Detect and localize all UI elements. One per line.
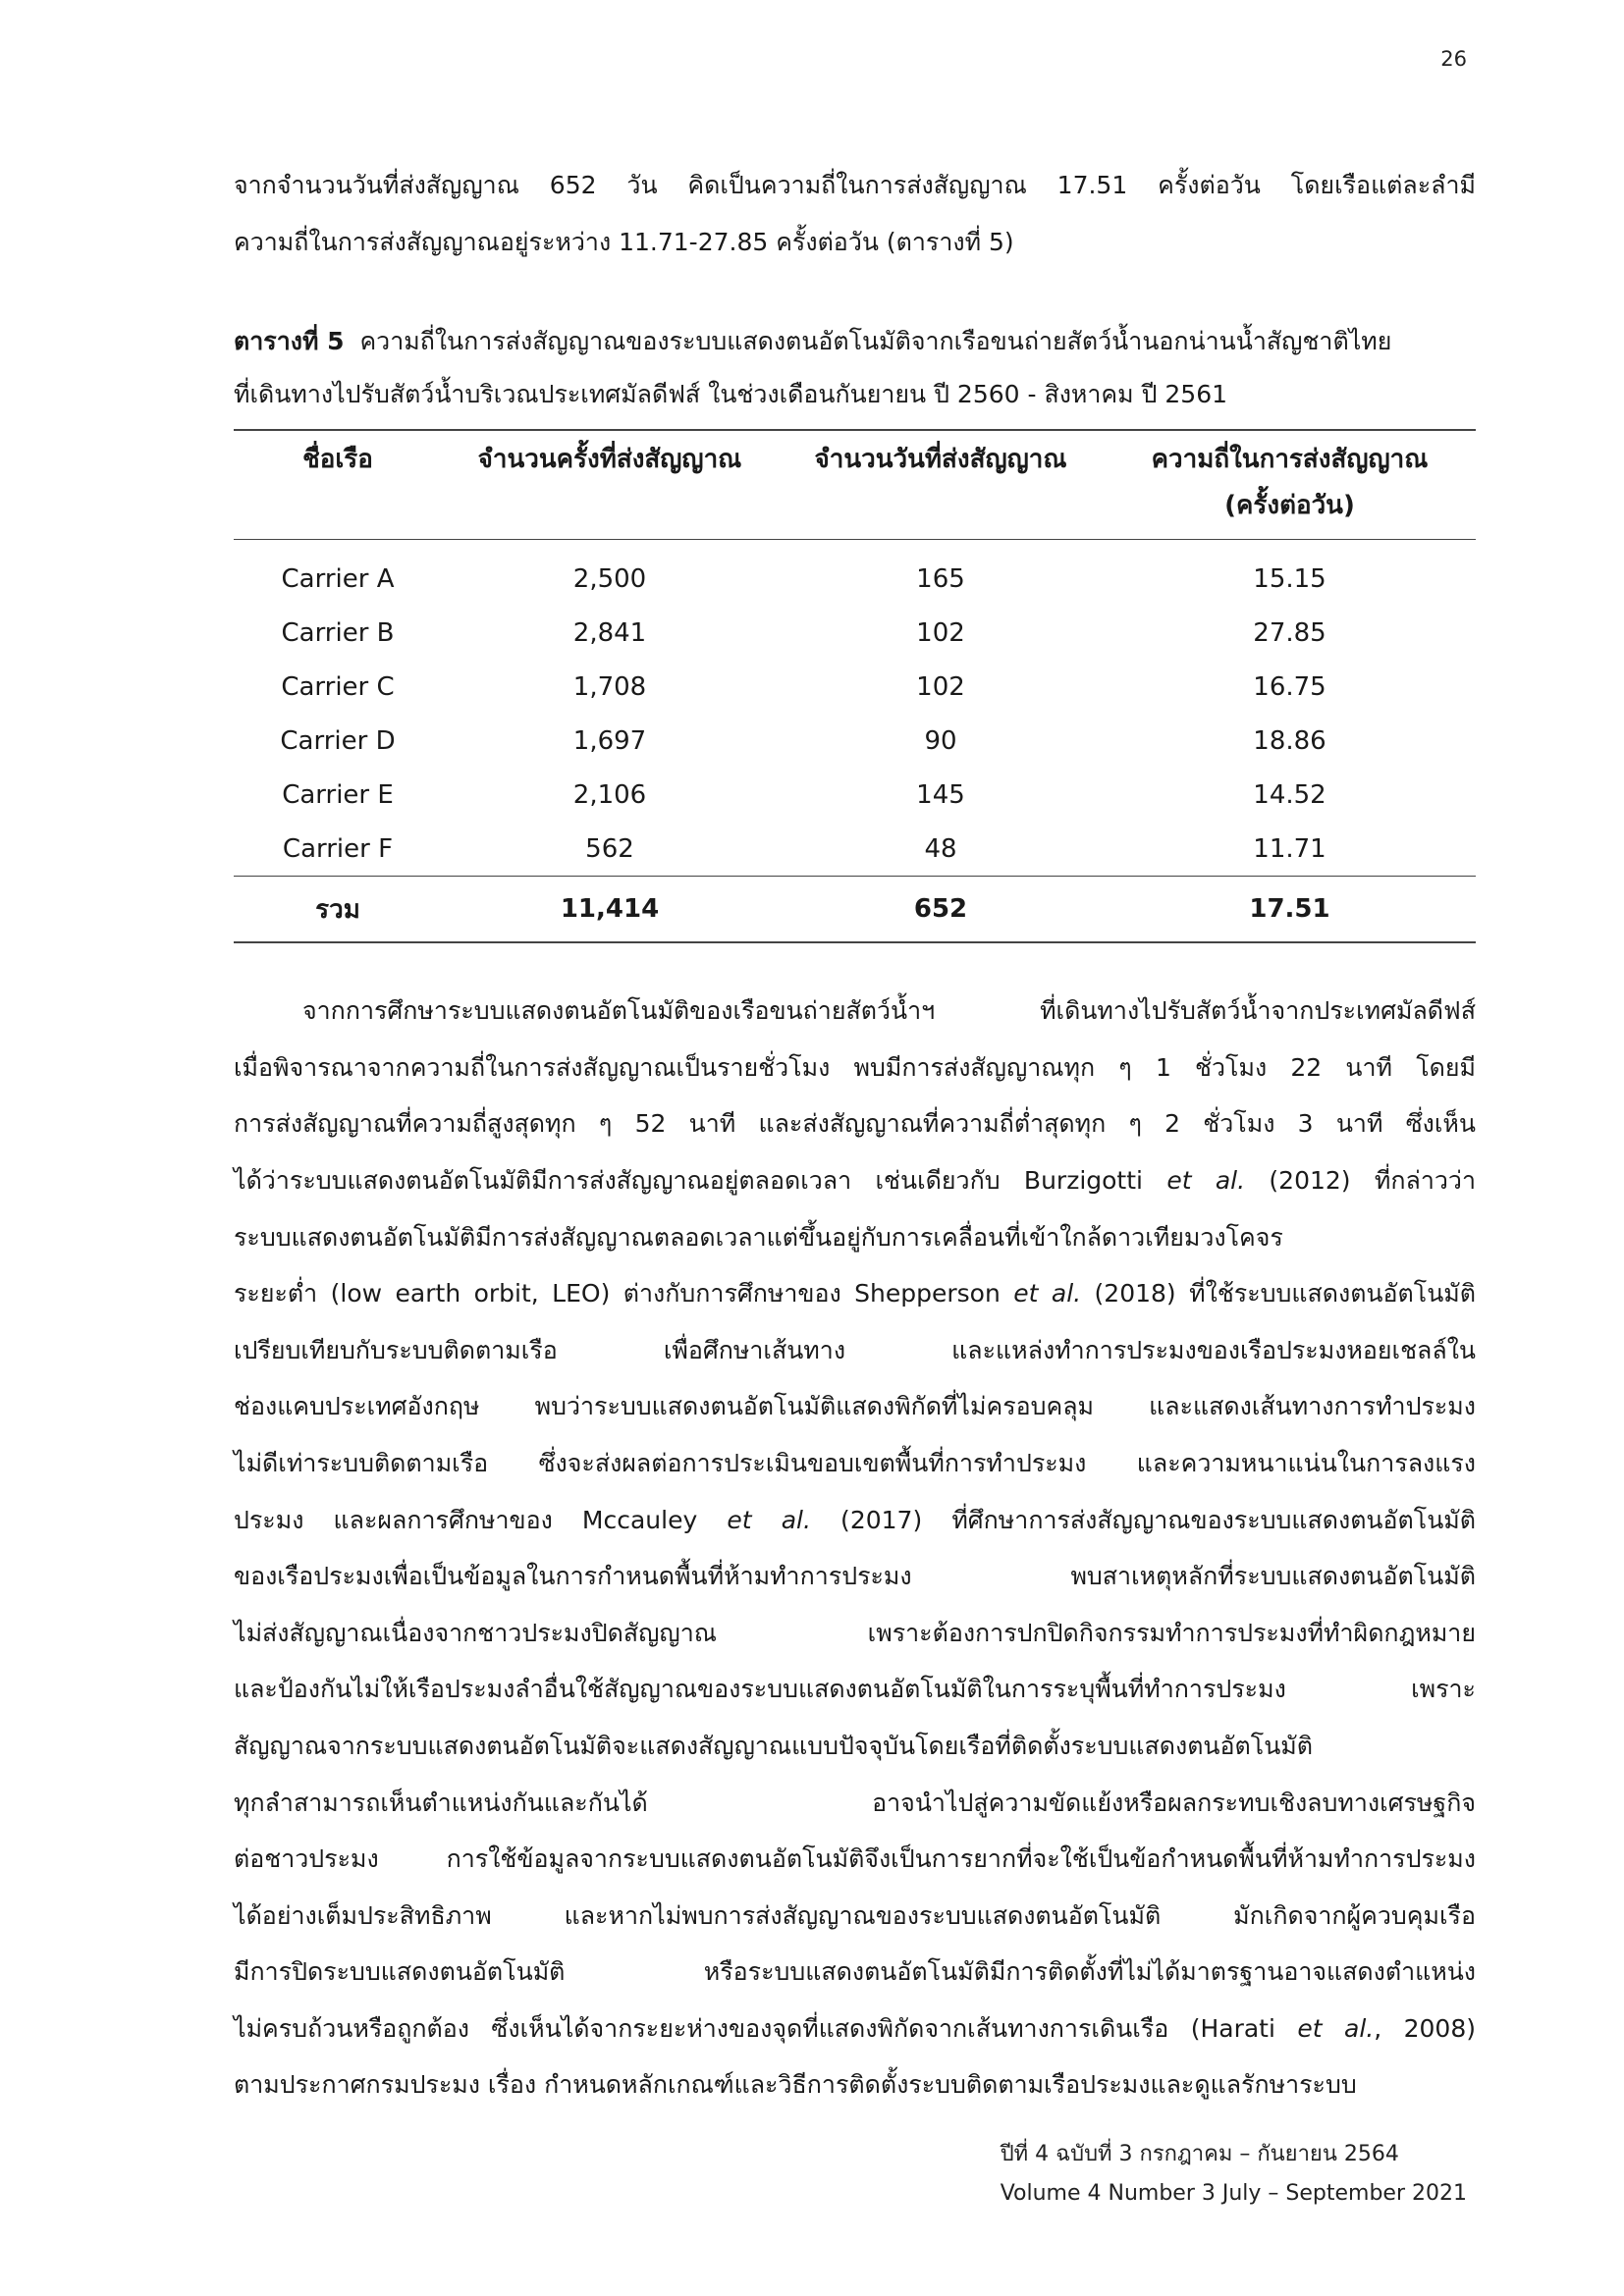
table-caption-label: ตารางที่ 5 — [234, 327, 345, 356]
intro-line: ความถี่ในการส่งสัญญาณอยู่ระหว่าง 11.71-27.85 ครั้งต่อวัน (ตารางที่ 5) — [234, 227, 1014, 256]
table-caption-text: ที่เดินทางไปรับสัตว์น้ำบริเวณประเทศมัลดีฟส์ ในช่วงเดือนกันยายน ปี 2560 - สิงหาคม ปี 2561 — [234, 380, 1228, 409]
total-count: 11,414 — [560, 894, 660, 925]
frequency-cell: 11.71 — [1253, 833, 1326, 864]
table-row — [234, 822, 1476, 877]
intro-paragraph — [234, 157, 1476, 270]
body-line: ไม่ส่งสัญญาณเนื่องจากชาวประมงปิดสัญญาณ เพราะต้องการปกปิดกิจกรรมทำการประมงที่ทำผิดกฎหมาย — [234, 1618, 1476, 1647]
vessel-name-cell: Carrier A — [281, 563, 395, 594]
signal-count-cell: 562 — [585, 833, 634, 864]
header-frequency-unit: (ครั้งต่อวัน) — [1224, 491, 1355, 521]
vessel-name-cell: Carrier D — [280, 725, 396, 756]
vessel-name-cell: Carrier E — [282, 779, 394, 810]
body-line: ระยะต่ำ (low earth orbit, LEO) ต่างกับการศึกษาของ Shepperson et al. (2018) ที่ใช้ระบบแสดงตนอัตโนมัติ — [234, 1279, 1476, 1308]
total-label: รวม — [315, 894, 360, 925]
journal-footer — [1001, 2135, 1467, 2214]
body-paragraph — [234, 983, 1476, 2113]
signal-days-cell: 102 — [916, 671, 965, 702]
body-line: ระบบแสดงตนอัตโนมัติมีการส่งสัญญาณตลอดเวลาแต่ขึ้นอยู่กับการเคลื่อนที่เข้าใกล้ดาวเทียมวงโคจร — [234, 1222, 1283, 1252]
header-signal-days: จำนวนวันที่ส่งสัญญาณ — [814, 445, 1067, 475]
table-total-row — [234, 877, 1476, 943]
body-line: ไม่ครบถ้วนหรือถูกต้อง ซึ่งเห็นได้จากระยะห่างของจุดที่แสดงพิกัดจากเส้นทางการเดินเรือ (Harati et al., 2008) — [234, 2013, 1476, 2043]
signal-days-cell: 145 — [916, 779, 965, 810]
table-caption — [234, 315, 1476, 421]
signal-count-cell: 2,106 — [572, 779, 647, 810]
header-vessel-name: ชื่อเรือ — [302, 445, 373, 475]
total-frequency: 17.51 — [1249, 894, 1330, 925]
body-line: มีการปิดระบบแสดงตนอัตโนมัติ หรือระบบแสดงตนอัตโนมัติมีการติดตั้งที่ไม่ได้มาตรฐานอาจแสดงตำแหน่ง — [234, 1957, 1476, 1987]
body-line: ได้อย่างเต็มประสิทธิภาพ และหากไม่พบการส่งสัญญาณของระบบแสดงตนอัตโนมัติ มักเกิดจากผู้ควบคุมเรือ — [234, 1900, 1476, 1930]
signal-count-cell: 2,841 — [572, 617, 647, 648]
footer-english: Volume 4 Number 3 July – September 2021 — [1000, 2181, 1467, 2206]
signal-days-cell: 102 — [916, 617, 965, 648]
frequency-cell: 18.86 — [1253, 725, 1326, 756]
total-days: 652 — [913, 894, 968, 925]
body-line: ตามประกาศกรมประมง เรื่อง กำหนดหลักเกณฑ์และวิธีการติดตั้งระบบติดตามเรือประมงและดูแลรักษาระบบ — [234, 2070, 1357, 2100]
signal-count-cell: 2,500 — [572, 563, 647, 594]
table-row — [234, 768, 1476, 822]
header-signal-frequency: ความถี่ในการส่งสัญญาณ — [1151, 445, 1429, 475]
table-caption-text: ความถี่ในการส่งสัญญาณของระบบแสดงตนอัตโนมัติจากเรือขนถ่ายสัตว์น้ำนอกน่านน้ำสัญชาติไทย — [359, 327, 1392, 356]
table-row — [234, 714, 1476, 768]
signal-days-cell: 90 — [924, 725, 957, 756]
footer-thai: ปีที่ 4 ฉบับที่ 3 กรกฎาคม – กันยายน 2564 — [1000, 2142, 1399, 2166]
vessel-name-cell: Carrier B — [281, 617, 395, 648]
vessel-name-cell: Carrier C — [281, 671, 395, 702]
body-line: เมื่อพิจารณาจากความถี่ในการส่งสัญญาณเป็นรายชั่วโมง พบมีการส่งสัญญาณทุก ๆ 1 ชั่วโมง 22 นาที โดยมี — [234, 1052, 1476, 1082]
page-number: 26 — [1440, 47, 1467, 71]
body-line: ทุกลำสามารถเห็นตำแหน่งกันและกันได้ อาจนำไปสู่ความขัดแย้งหรือผลกระทบเชิงลบทางเศรษฐกิจ — [234, 1788, 1476, 1817]
signal-days-cell: 48 — [924, 833, 957, 864]
header-signal-count: จำนวนครั้งที่ส่งสัญญาณ — [477, 445, 742, 475]
body-line: ของเรือประมงเพื่อเป็นข้อมูลในการกำหนดพื้นที่ห้ามทำการประมง พบสาเหตุหลักที่ระบบแสดงตนอัตโนมัติ — [234, 1562, 1476, 1591]
page-content — [234, 157, 1476, 2113]
signal-days-cell: 165 — [916, 563, 965, 594]
body-line: สัญญาณจากระบบแสดงตนอัตโนมัติจะแสดงสัญญาณแบบปัจจุบันโดยเรือที่ติดตั้งระบบแสดงตนอัตโนมัติ — [234, 1731, 1313, 1760]
table-row — [234, 606, 1476, 660]
body-line: และป้องกันไม่ให้เรือประมงลำอื่นใช้สัญญาณของระบบแสดงตนอัตโนมัติในการระบุพื้นที่ทำการประมง เพราะ — [234, 1675, 1476, 1704]
body-line: การส่งสัญญาณที่ความถี่สูงสุดทุก ๆ 52 นาที และส่งสัญญาณที่ความถี่ต่ำสุดทุก ๆ 2 ชั่วโมง 3 นาที ซึ่งเห็น — [234, 1109, 1476, 1139]
frequency-cell: 15.15 — [1253, 563, 1326, 594]
frequency-cell: 27.85 — [1253, 617, 1326, 648]
signal-count-cell: 1,708 — [572, 671, 647, 702]
vessel-name-cell: Carrier F — [282, 833, 394, 864]
body-line: ต่อชาวประมง การใช้ข้อมูลจากระบบแสดงตนอัตโนมัติจึงเป็นการยากที่จะใช้เป็นข้อกำหนดพื้นที่ห้ามทำการประมง — [234, 1844, 1476, 1874]
table-row — [234, 540, 1476, 607]
frequency-cell: 14.52 — [1253, 779, 1326, 810]
table-row — [234, 660, 1476, 714]
body-line: ได้ว่าระบบแสดงตนอัตโนมัติมีการส่งสัญญาณอยู่ตลอดเวลา เช่นเดียวกับ Burzigotti et al. (2012) ที่กล่าวว่า — [234, 1165, 1476, 1195]
body-line: เปรียบเทียบกับระบบติดตามเรือ เพื่อศึกษาเส้นทาง และแหล่งทำการประมงของเรือประมงหอยเชลล์ใน — [234, 1335, 1476, 1364]
signal-count-cell: 1,697 — [572, 725, 647, 756]
intro-line: จากจำนวนวันที่ส่งสัญญาณ 652 วัน คิดเป็นความถี่ในการส่งสัญญาณ 17.51 ครั้งต่อวัน โดยเรือแต่ละลำมี — [234, 171, 1476, 199]
body-line: ประมง และผลการศึกษาของ Mccauley et al. (2017) ที่ศึกษาการส่งสัญญาณของระบบแสดงตนอัตโนมัติ — [234, 1505, 1477, 1534]
body-line: ไม่ดีเท่าระบบติดตามเรือ ซึ่งจะส่งผลต่อการประเมินขอบเขตพื้นที่การทำประมง และความหนาแน่นในการลงแรง — [234, 1448, 1476, 1477]
body-line: จากการศึกษาระบบแสดงตนอัตโนมัติของเรือขนถ่ายสัตว์น้ำฯ ที่เดินทางไปรับสัตว์น้ำจากประเทศมัลดีฟส์ — [302, 996, 1476, 1026]
body-line: ช่องแคบประเทศอังกฤษ พบว่าระบบแสดงตนอัตโนมัติแสดงพิกัดที่ไม่ครอบคลุม และแสดงเส้นทางการทำประมง — [234, 1392, 1476, 1421]
frequency-cell: 16.75 — [1253, 671, 1326, 702]
frequency-table — [234, 429, 1476, 943]
